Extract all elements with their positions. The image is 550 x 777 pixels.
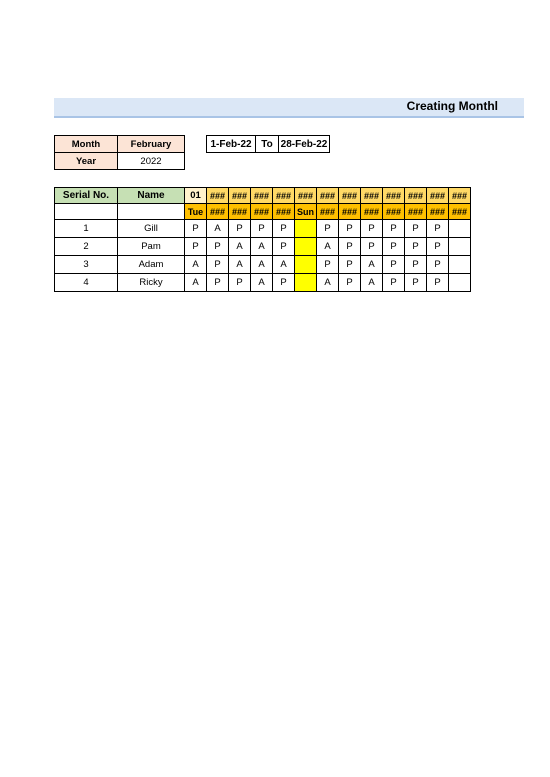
blank-header-cell bbox=[118, 204, 185, 220]
day-header-cell: ### bbox=[361, 204, 383, 220]
date-header-row bbox=[55, 188, 471, 204]
date-header-cell: ### bbox=[339, 188, 361, 204]
attendance-cell[interactable]: P bbox=[207, 274, 229, 292]
attendance-cell[interactable]: P bbox=[405, 238, 427, 256]
attendance-cell[interactable]: A bbox=[229, 256, 251, 274]
attendance-cell[interactable]: A bbox=[251, 238, 273, 256]
attendance-cell[interactable]: P bbox=[251, 220, 273, 238]
day-header-cell: Sun bbox=[295, 204, 317, 220]
attendance-cell[interactable]: A bbox=[317, 238, 339, 256]
serial-header: Serial No. bbox=[55, 188, 118, 204]
title-bar bbox=[54, 98, 524, 118]
date-header-cell: ### bbox=[295, 188, 317, 204]
date-header-cell: ### bbox=[383, 188, 405, 204]
name-cell[interactable]: Ricky bbox=[118, 274, 185, 292]
attendance-cell[interactable]: A bbox=[361, 256, 383, 274]
attendance-cell[interactable]: P bbox=[383, 274, 405, 292]
attendance-cell[interactable]: A bbox=[251, 256, 273, 274]
attendance-cell[interactable]: A bbox=[273, 256, 295, 274]
attendance-cell[interactable]: P bbox=[317, 220, 339, 238]
table-row bbox=[55, 220, 471, 238]
date-header-cell: ### bbox=[251, 188, 273, 204]
attendance-table bbox=[54, 187, 471, 292]
day-header-cell: Tue bbox=[185, 204, 207, 220]
date-header-cell: ### bbox=[317, 188, 339, 204]
attendance-cell[interactable] bbox=[449, 256, 471, 274]
attendance-cell[interactable]: P bbox=[427, 256, 449, 274]
month-value-cell[interactable]: February bbox=[118, 136, 185, 153]
attendance-cell[interactable]: A bbox=[185, 256, 207, 274]
attendance-cell[interactable] bbox=[295, 256, 317, 274]
name-cell[interactable]: Gill bbox=[118, 220, 185, 238]
table-row bbox=[55, 256, 471, 274]
day-header-cell: ### bbox=[383, 204, 405, 220]
date-range-table bbox=[206, 135, 330, 153]
attendance-cell[interactable] bbox=[449, 274, 471, 292]
attendance-cell[interactable]: P bbox=[207, 238, 229, 256]
name-cell[interactable]: Pam bbox=[118, 238, 185, 256]
attendance-cell[interactable]: P bbox=[229, 220, 251, 238]
blank-header-cell bbox=[55, 204, 118, 220]
date-header-cell: ### bbox=[207, 188, 229, 204]
name-header: Name bbox=[118, 188, 185, 204]
day-header-cell: ### bbox=[229, 204, 251, 220]
serial-cell[interactable]: 1 bbox=[55, 220, 118, 238]
attendance-cell[interactable]: P bbox=[427, 238, 449, 256]
day-header-cell: ### bbox=[427, 204, 449, 220]
serial-cell[interactable]: 3 bbox=[55, 256, 118, 274]
attendance-cell[interactable]: P bbox=[273, 274, 295, 292]
attendance-cell[interactable]: P bbox=[339, 274, 361, 292]
attendance-cell[interactable]: A bbox=[251, 274, 273, 292]
date-header-cell: 01 bbox=[185, 188, 207, 204]
attendance-cell[interactable] bbox=[449, 220, 471, 238]
day-header-row bbox=[55, 204, 471, 220]
attendance-cell[interactable] bbox=[295, 238, 317, 256]
attendance-cell[interactable]: P bbox=[383, 238, 405, 256]
attendance-cell[interactable]: P bbox=[339, 238, 361, 256]
attendance-cell[interactable]: A bbox=[361, 274, 383, 292]
date-header-cell: ### bbox=[427, 188, 449, 204]
attendance-cell[interactable] bbox=[295, 274, 317, 292]
month-label: Month bbox=[55, 136, 118, 153]
day-header-cell: ### bbox=[405, 204, 427, 220]
attendance-cell[interactable]: P bbox=[339, 220, 361, 238]
range-to-label: To bbox=[256, 136, 279, 153]
day-header-cell: ### bbox=[317, 204, 339, 220]
year-label: Year bbox=[55, 153, 118, 170]
attendance-cell[interactable]: P bbox=[383, 256, 405, 274]
attendance-cell[interactable]: P bbox=[427, 220, 449, 238]
attendance-cell[interactable]: A bbox=[317, 274, 339, 292]
attendance-cell[interactable]: P bbox=[273, 220, 295, 238]
date-header-cell: ### bbox=[229, 188, 251, 204]
range-start-cell[interactable]: 1-Feb-22 bbox=[207, 136, 256, 153]
attendance-cell[interactable]: P bbox=[229, 274, 251, 292]
attendance-cell[interactable]: A bbox=[229, 238, 251, 256]
attendance-cell[interactable]: P bbox=[361, 238, 383, 256]
attendance-cell[interactable]: P bbox=[185, 220, 207, 238]
attendance-cell[interactable]: P bbox=[339, 256, 361, 274]
attendance-cell[interactable]: P bbox=[383, 220, 405, 238]
attendance-cell[interactable]: P bbox=[185, 238, 207, 256]
day-header-cell: ### bbox=[339, 204, 361, 220]
attendance-cell[interactable]: P bbox=[361, 220, 383, 238]
attendance-cell[interactable] bbox=[449, 238, 471, 256]
date-header-cell: ### bbox=[405, 188, 427, 204]
attendance-cell[interactable]: P bbox=[405, 220, 427, 238]
day-header-cell: ### bbox=[273, 204, 295, 220]
day-header-cell: ### bbox=[207, 204, 229, 220]
date-header-cell: ### bbox=[449, 188, 471, 204]
attendance-cell[interactable]: P bbox=[207, 256, 229, 274]
attendance-cell[interactable]: A bbox=[185, 274, 207, 292]
serial-cell[interactable]: 2 bbox=[55, 238, 118, 256]
attendance-cell[interactable]: A bbox=[207, 220, 229, 238]
attendance-cell[interactable]: P bbox=[405, 256, 427, 274]
serial-cell[interactable]: 4 bbox=[55, 274, 118, 292]
date-header-cell: ### bbox=[273, 188, 295, 204]
month-year-table bbox=[54, 135, 185, 170]
attendance-cell[interactable]: P bbox=[427, 274, 449, 292]
day-header-cell: ### bbox=[251, 204, 273, 220]
attendance-cell[interactable]: P bbox=[405, 274, 427, 292]
day-header-cell: ### bbox=[449, 204, 471, 220]
attendance-cell[interactable]: P bbox=[273, 238, 295, 256]
year-value-cell[interactable]: 2022 bbox=[118, 153, 185, 170]
name-cell[interactable]: Adam bbox=[118, 256, 185, 274]
table-row bbox=[55, 274, 471, 292]
table-row bbox=[55, 238, 471, 256]
sheet-title: Creating Monthl bbox=[406, 99, 498, 113]
attendance-cell[interactable]: P bbox=[317, 256, 339, 274]
attendance-cell[interactable] bbox=[295, 220, 317, 238]
date-header-cell: ### bbox=[361, 188, 383, 204]
range-end-cell[interactable]: 28-Feb-22 bbox=[279, 136, 330, 153]
